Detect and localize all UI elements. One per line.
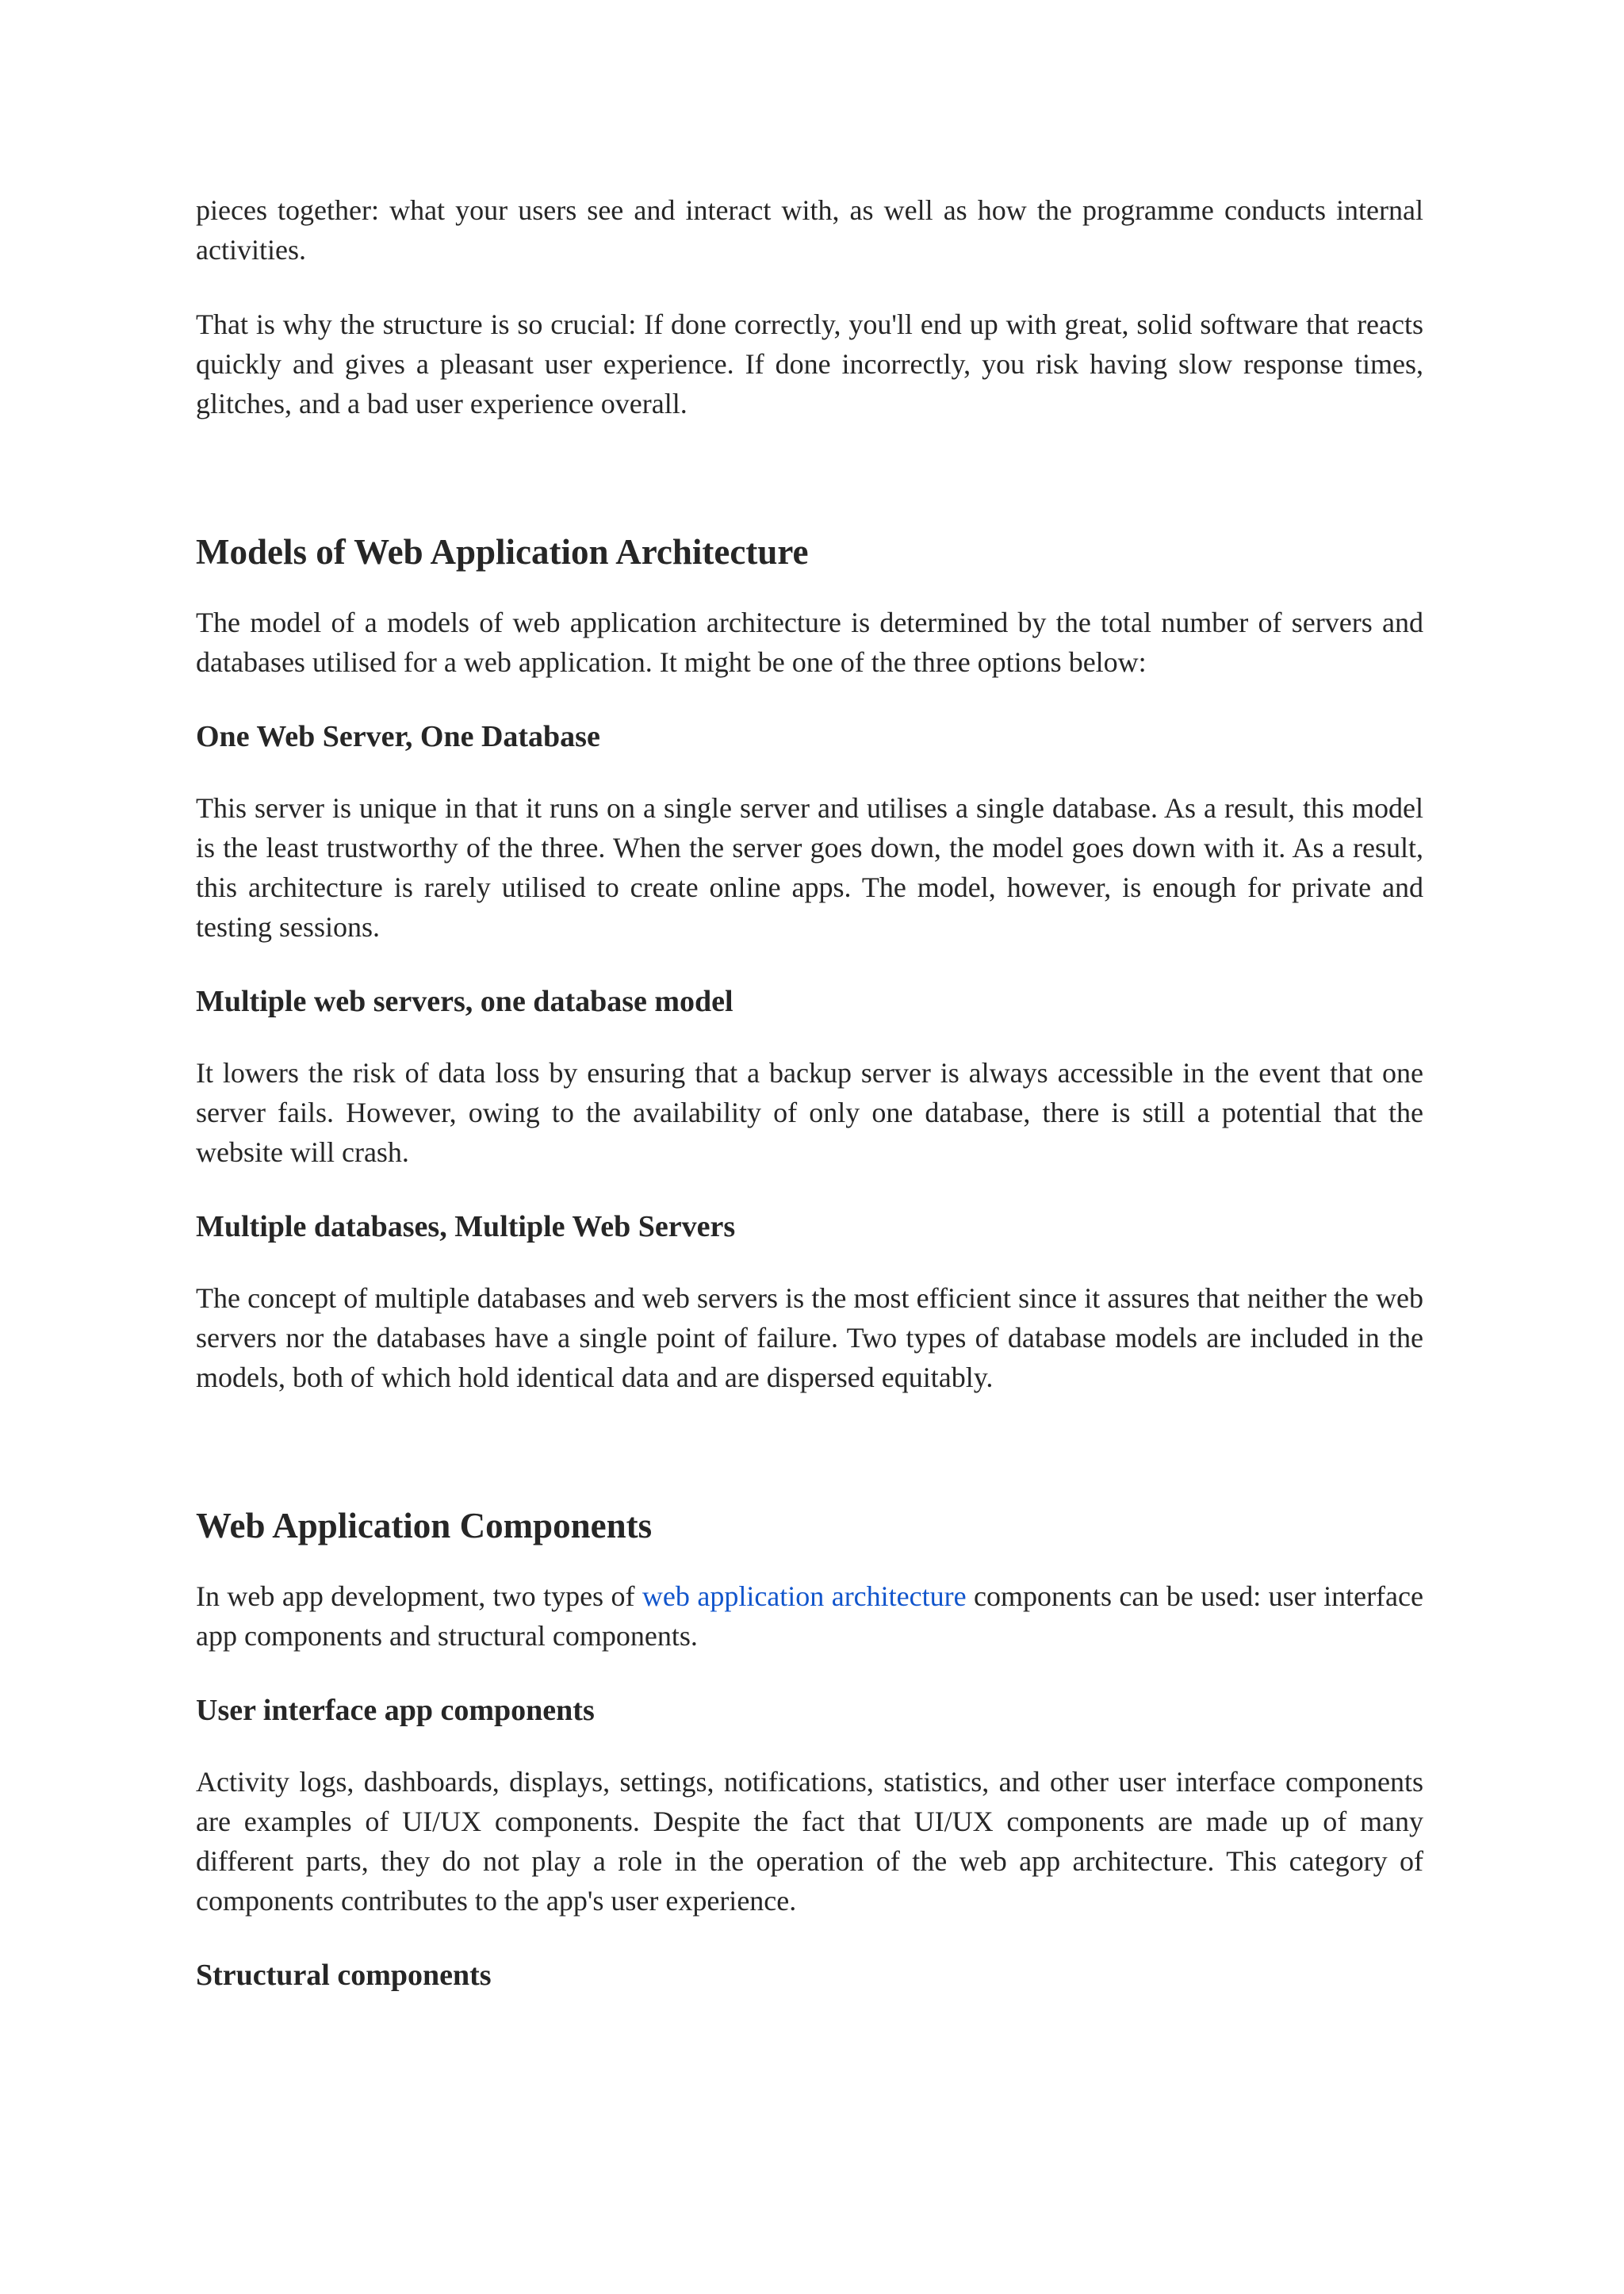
web-app-architecture-link[interactable]: web application architecture: [642, 1580, 967, 1612]
model-body-multi-server-one-db: It lowers the risk of data loss by ensuring that a backup server is always accessible in the event that one server fails. However, owing to the availability of only one database, there is still a potential that the website will crash.: [196, 1057, 1423, 1168]
ui-components-heading: User interface app components: [196, 1694, 595, 1727]
model-body-one-server: This server is unique in that it runs on a single server and utilises a single database. As a result, this model is the least trustworthy of the three. When the server goes down, the model goes down with it. As a result, this architecture is rarely utilised to create online apps. The model, however, is enough for private and testing sessions.: [196, 792, 1423, 943]
ui-components-body: Activity logs, dashboards, displays, settings, notifications, statistics, and other user interface components are examples of UI/UX components. Despite the fact that UI/UX components are made up of many different parts, they do not play a role in the operation of the web app architecture. This category of components contributes to the app's user experience.: [196, 1766, 1423, 1917]
section-spacer: [196, 1432, 1423, 1503]
components-intro-text-before: In web app development, two types of: [196, 1580, 642, 1612]
document-body: [196, 190, 1423, 2027]
intro-paragraph-1: pieces together: what your users see and interact with, as well as how the programme conducts internal activities.: [196, 194, 1423, 266]
models-intro-paragraph: The model of a models of web application architecture is determined by the total number of servers and databases utilised for a web application. It might be one of the three options below:: [196, 607, 1423, 678]
model-heading-one-server: One Web Server, One Database: [196, 720, 600, 753]
components-intro-text-after: components can be used: user interface app components and structural components.: [196, 1580, 1423, 1652]
model-body-multi-db-multi-server: The concept of multiple databases and web servers is the most efficient since it assures that neither the web servers nor the databases have a single point of failure. Two types of database models are included in the models, both of which hold identical data and are dispersed equitably.: [196, 1282, 1423, 1393]
intro-paragraph-2: That is why the structure is so crucial: If done correctly, you'll end up with great, solid software that reacts quickly and gives a pleasant user experience. If done incorrectly, you risk having slow response times, glitches, and a bad user experience overall.: [196, 308, 1423, 419]
components-intro-paragraph: [196, 1576, 1423, 1656]
model-heading-multi-server-one-db: Multiple web servers, one database model: [196, 985, 733, 1018]
structural-components-heading: Structural components: [196, 1959, 492, 1992]
model-heading-multi-db-multi-server: Multiple databases, Multiple Web Servers: [196, 1210, 736, 1243]
models-section-title: Models of Web Application Architecture: [196, 532, 809, 572]
section-spacer: [196, 458, 1423, 530]
components-section-title: Web Application Components: [196, 1506, 653, 1545]
